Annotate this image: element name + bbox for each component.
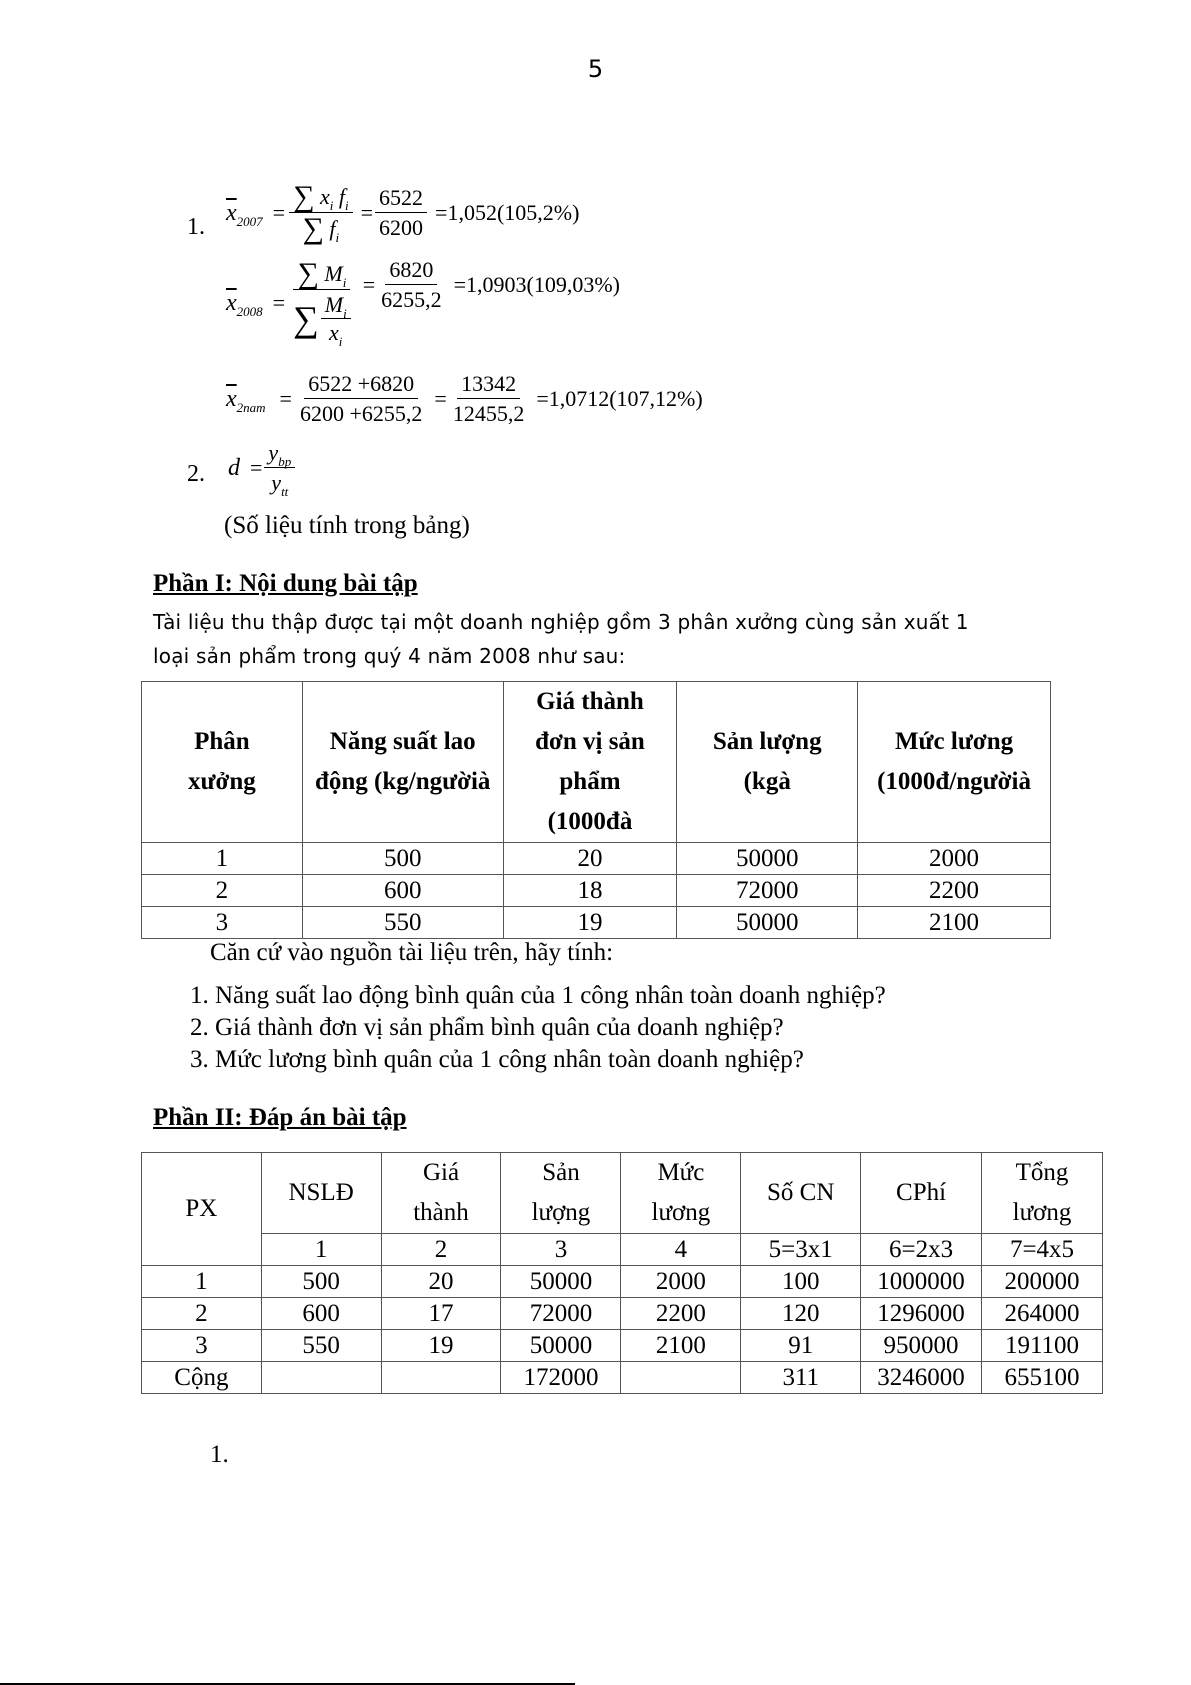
i-subscript: i: [344, 198, 349, 213]
x-symbol: x: [329, 320, 339, 345]
fraction-6820-over-6255-2: [377, 259, 446, 311]
answer-1-marker: 1.: [210, 1441, 229, 1468]
table-cell: 950000: [861, 1330, 982, 1362]
subscript-2nam: 2nam: [236, 399, 266, 415]
i-subscript: i: [329, 198, 334, 213]
table-cell: 19: [381, 1330, 501, 1362]
subscript-2008: 2008: [236, 303, 263, 319]
table-cell: 500: [261, 1266, 381, 1298]
table-cell: 20: [381, 1266, 501, 1298]
table-cell: 2000: [621, 1266, 741, 1298]
table-header-row: [142, 682, 1051, 843]
denominator: 6200: [379, 215, 424, 240]
header-cell: Sản lượng (kgà: [677, 682, 858, 843]
table-cell: 3: [142, 907, 303, 939]
i-subscript: i: [343, 306, 347, 321]
table-cell: 2200: [858, 875, 1051, 907]
formula-mean-2-years: $\overline{x}_{2nam}$ = $\frac{6522 +6820}{6200 +6255,2}$ = $\frac{13342}{12455,2}$ =1,0712(107,12%): [226, 371, 703, 426]
table-row: [142, 1266, 1103, 1298]
table-cell: 191100: [981, 1330, 1102, 1362]
table-cell: 3246000: [861, 1362, 982, 1394]
header-cell: NSLĐ: [261, 1153, 381, 1234]
index-cell: 5=3x1: [741, 1234, 861, 1266]
table-cell: 600: [302, 875, 503, 907]
result-2007: =1,052(105,2%): [435, 200, 580, 225]
header-cell: Sản lượng: [501, 1153, 621, 1234]
table-cell: 3: [142, 1330, 262, 1362]
table-cell: 311: [741, 1362, 861, 1394]
fraction-sum-values: [296, 373, 426, 425]
formula-d-ratio: d = $\frac{y_{bp}}{y_{tt}}$: [228, 442, 295, 494]
table-cell: 19: [503, 907, 677, 939]
table-cell: [381, 1362, 501, 1394]
table-row: [142, 843, 1051, 875]
table-cell: 550: [261, 1330, 381, 1362]
formula-mean-2008: $\overline{x}_{2008}$ = ∑ $M_i$ ∑ $\frac{M_i}{x_i}$ = $\frac{6820}{6255,2}$ =1,0903(109,03%): [226, 257, 621, 349]
x-bar-symbol: $\overline{x}$: [226, 385, 237, 412]
table-cell: 72000: [677, 875, 858, 907]
table-cell: 72000: [501, 1298, 621, 1330]
table-cell: 20: [503, 843, 677, 875]
question-1: 1. Năng suất lao động bình quân của 1 công nhân toàn doanh nghiệp?: [190, 982, 886, 1009]
question-2: 2. Giá thành đơn vị sản phẩm bình quân của doanh nghiệp?: [190, 1014, 784, 1041]
header-cell: Giá thành: [381, 1153, 501, 1234]
formula-1-marker: 1.: [187, 214, 205, 240]
table-cell: 2200: [621, 1298, 741, 1330]
index-cell: 6=2x3: [861, 1234, 982, 1266]
index-cell: 1: [261, 1234, 381, 1266]
table-row: [142, 875, 1051, 907]
table-cell: 1: [142, 1266, 262, 1298]
subscript-2007: 2007: [236, 213, 263, 229]
y-symbol: y: [268, 440, 279, 465]
table-cell: 50000: [501, 1330, 621, 1362]
table-cell: 200000: [981, 1266, 1102, 1298]
index-cell: 4: [621, 1234, 741, 1266]
page-number: 5: [587, 55, 604, 83]
question-prompt: Căn cứ vào nguồn tài liệu trên, hãy tính:: [210, 939, 614, 966]
m-symbol: M: [324, 261, 343, 286]
formula-mean-2007: $\overline{x}_{2007}$ = $\frac{\sum x_i f_i}{\sum f_i}$ = $\frac{6522}{6200}$ =1,052(105,2%): [226, 180, 580, 245]
table-cell: 50000: [677, 843, 858, 875]
table-cell: 500: [302, 843, 503, 875]
header-cell: CPhí: [861, 1153, 982, 1234]
header-cell-px: PX: [142, 1153, 262, 1266]
table-cell: 100: [741, 1266, 861, 1298]
table-cell: 2100: [621, 1330, 741, 1362]
table-cell: Cộng: [142, 1362, 262, 1394]
numerator: 6522 +6820: [304, 373, 418, 399]
table-cell: 18: [503, 875, 677, 907]
fraction-sum-m-over-sum-m-x: ∑ $M_i$ ∑ $\frac{M_i}{x_i}$: [289, 262, 355, 344]
numerator: 6522: [375, 187, 427, 213]
x-symbol: x: [319, 184, 330, 209]
part1-heading: Phần I: Nội dung bài tập: [153, 570, 418, 597]
y-symbol: y: [271, 470, 282, 495]
part1-data-table: [141, 681, 1051, 939]
table-cell: 550: [302, 907, 503, 939]
m-symbol: M: [324, 292, 344, 317]
part1-intro-line2: loại sản phẩm trong quý 4 năm 2008 như sau:: [153, 644, 626, 668]
calculation-note: (Số liệu tính trong bảng): [224, 512, 470, 539]
table-cell: 172000: [501, 1362, 621, 1394]
table-index-row: [142, 1234, 1103, 1266]
table-cell: 264000: [981, 1298, 1102, 1330]
i-subscript: i: [335, 230, 340, 245]
table-cell: 1296000: [861, 1298, 982, 1330]
i-subscript: i: [338, 334, 343, 349]
f-symbol: f: [338, 184, 345, 209]
table-row: [142, 907, 1051, 939]
header-cell: Mức lương (1000đ/ngườià: [858, 682, 1051, 843]
header-cell: Tổng lương: [981, 1153, 1102, 1234]
header-cell: Giá thành đơn vị sản phẩm (1000đà: [503, 682, 677, 843]
table-cell: 91: [741, 1330, 861, 1362]
x-bar-symbol: $\overline{x}$: [226, 289, 237, 316]
tt-subscript: tt: [281, 484, 289, 499]
bp-subscript: bp: [278, 454, 292, 469]
table-cell: 2: [142, 875, 303, 907]
formula-2-marker: 2.: [187, 461, 205, 487]
table-row: [142, 1298, 1103, 1330]
index-cell: 3: [501, 1234, 621, 1266]
table-cell: 2: [142, 1298, 262, 1330]
header-cell: Số CN: [741, 1153, 861, 1234]
table-cell: 50000: [501, 1266, 621, 1298]
table-total-row: [142, 1362, 1103, 1394]
table-cell: 50000: [677, 907, 858, 939]
result-2-years: =1,0712(107,12%): [536, 386, 703, 411]
header-cell: Năng suất lao động (kg/ngườià: [302, 682, 503, 843]
numerator: 13342: [457, 373, 520, 399]
fraction-13342-over-12455-2: [449, 373, 529, 425]
part1-intro-line1: Tài liệu thu thập được tại một doanh nghiệp gồm 3 phân xưởng cùng sản xuất 1: [153, 610, 969, 634]
index-cell: 2: [381, 1234, 501, 1266]
table-cell: 2000: [858, 843, 1051, 875]
table-cell: 1000000: [861, 1266, 982, 1298]
table-row: [142, 1330, 1103, 1362]
fraction-6522-over-6200: [375, 187, 427, 239]
denominator: 6255,2: [381, 287, 442, 312]
fraction-sum-xf-over-sum-f: $\frac{\sum x_i f_i}{\sum f_i}$: [289, 185, 353, 241]
table-cell: [621, 1362, 741, 1394]
table-cell: 1: [142, 843, 303, 875]
table-cell: 120: [741, 1298, 861, 1330]
question-3: 3. Mức lương bình quân của 1 công nhân toàn doanh nghiệp?: [190, 1046, 804, 1073]
f-symbol: f: [329, 216, 336, 241]
index-cell: 7=4x5: [981, 1234, 1102, 1266]
table-cell: 655100: [981, 1362, 1102, 1394]
i-subscript: i: [342, 275, 347, 290]
d-symbol: d: [228, 454, 240, 481]
table-cell: 17: [381, 1298, 501, 1330]
denominator: 6200 +6255,2: [299, 401, 423, 426]
result-2008: =1,0903(109,03%): [453, 272, 621, 297]
table-header-row: [142, 1153, 1103, 1234]
table-cell: [261, 1362, 381, 1394]
header-cell: Mức lương: [621, 1153, 741, 1234]
part2-answer-table: [141, 1152, 1103, 1394]
fraction-ybp-over-ytt: [264, 440, 295, 499]
header-cell: Phân xưởng: [142, 682, 303, 843]
numerator: 6820: [385, 259, 437, 285]
part2-heading: Phần II: Đáp án bài tập: [153, 1104, 407, 1131]
x-bar-symbol: $\overline{x}$: [226, 199, 237, 226]
table-cell: 600: [261, 1298, 381, 1330]
denominator: 12455,2: [452, 401, 525, 426]
table-cell: 2100: [858, 907, 1051, 939]
